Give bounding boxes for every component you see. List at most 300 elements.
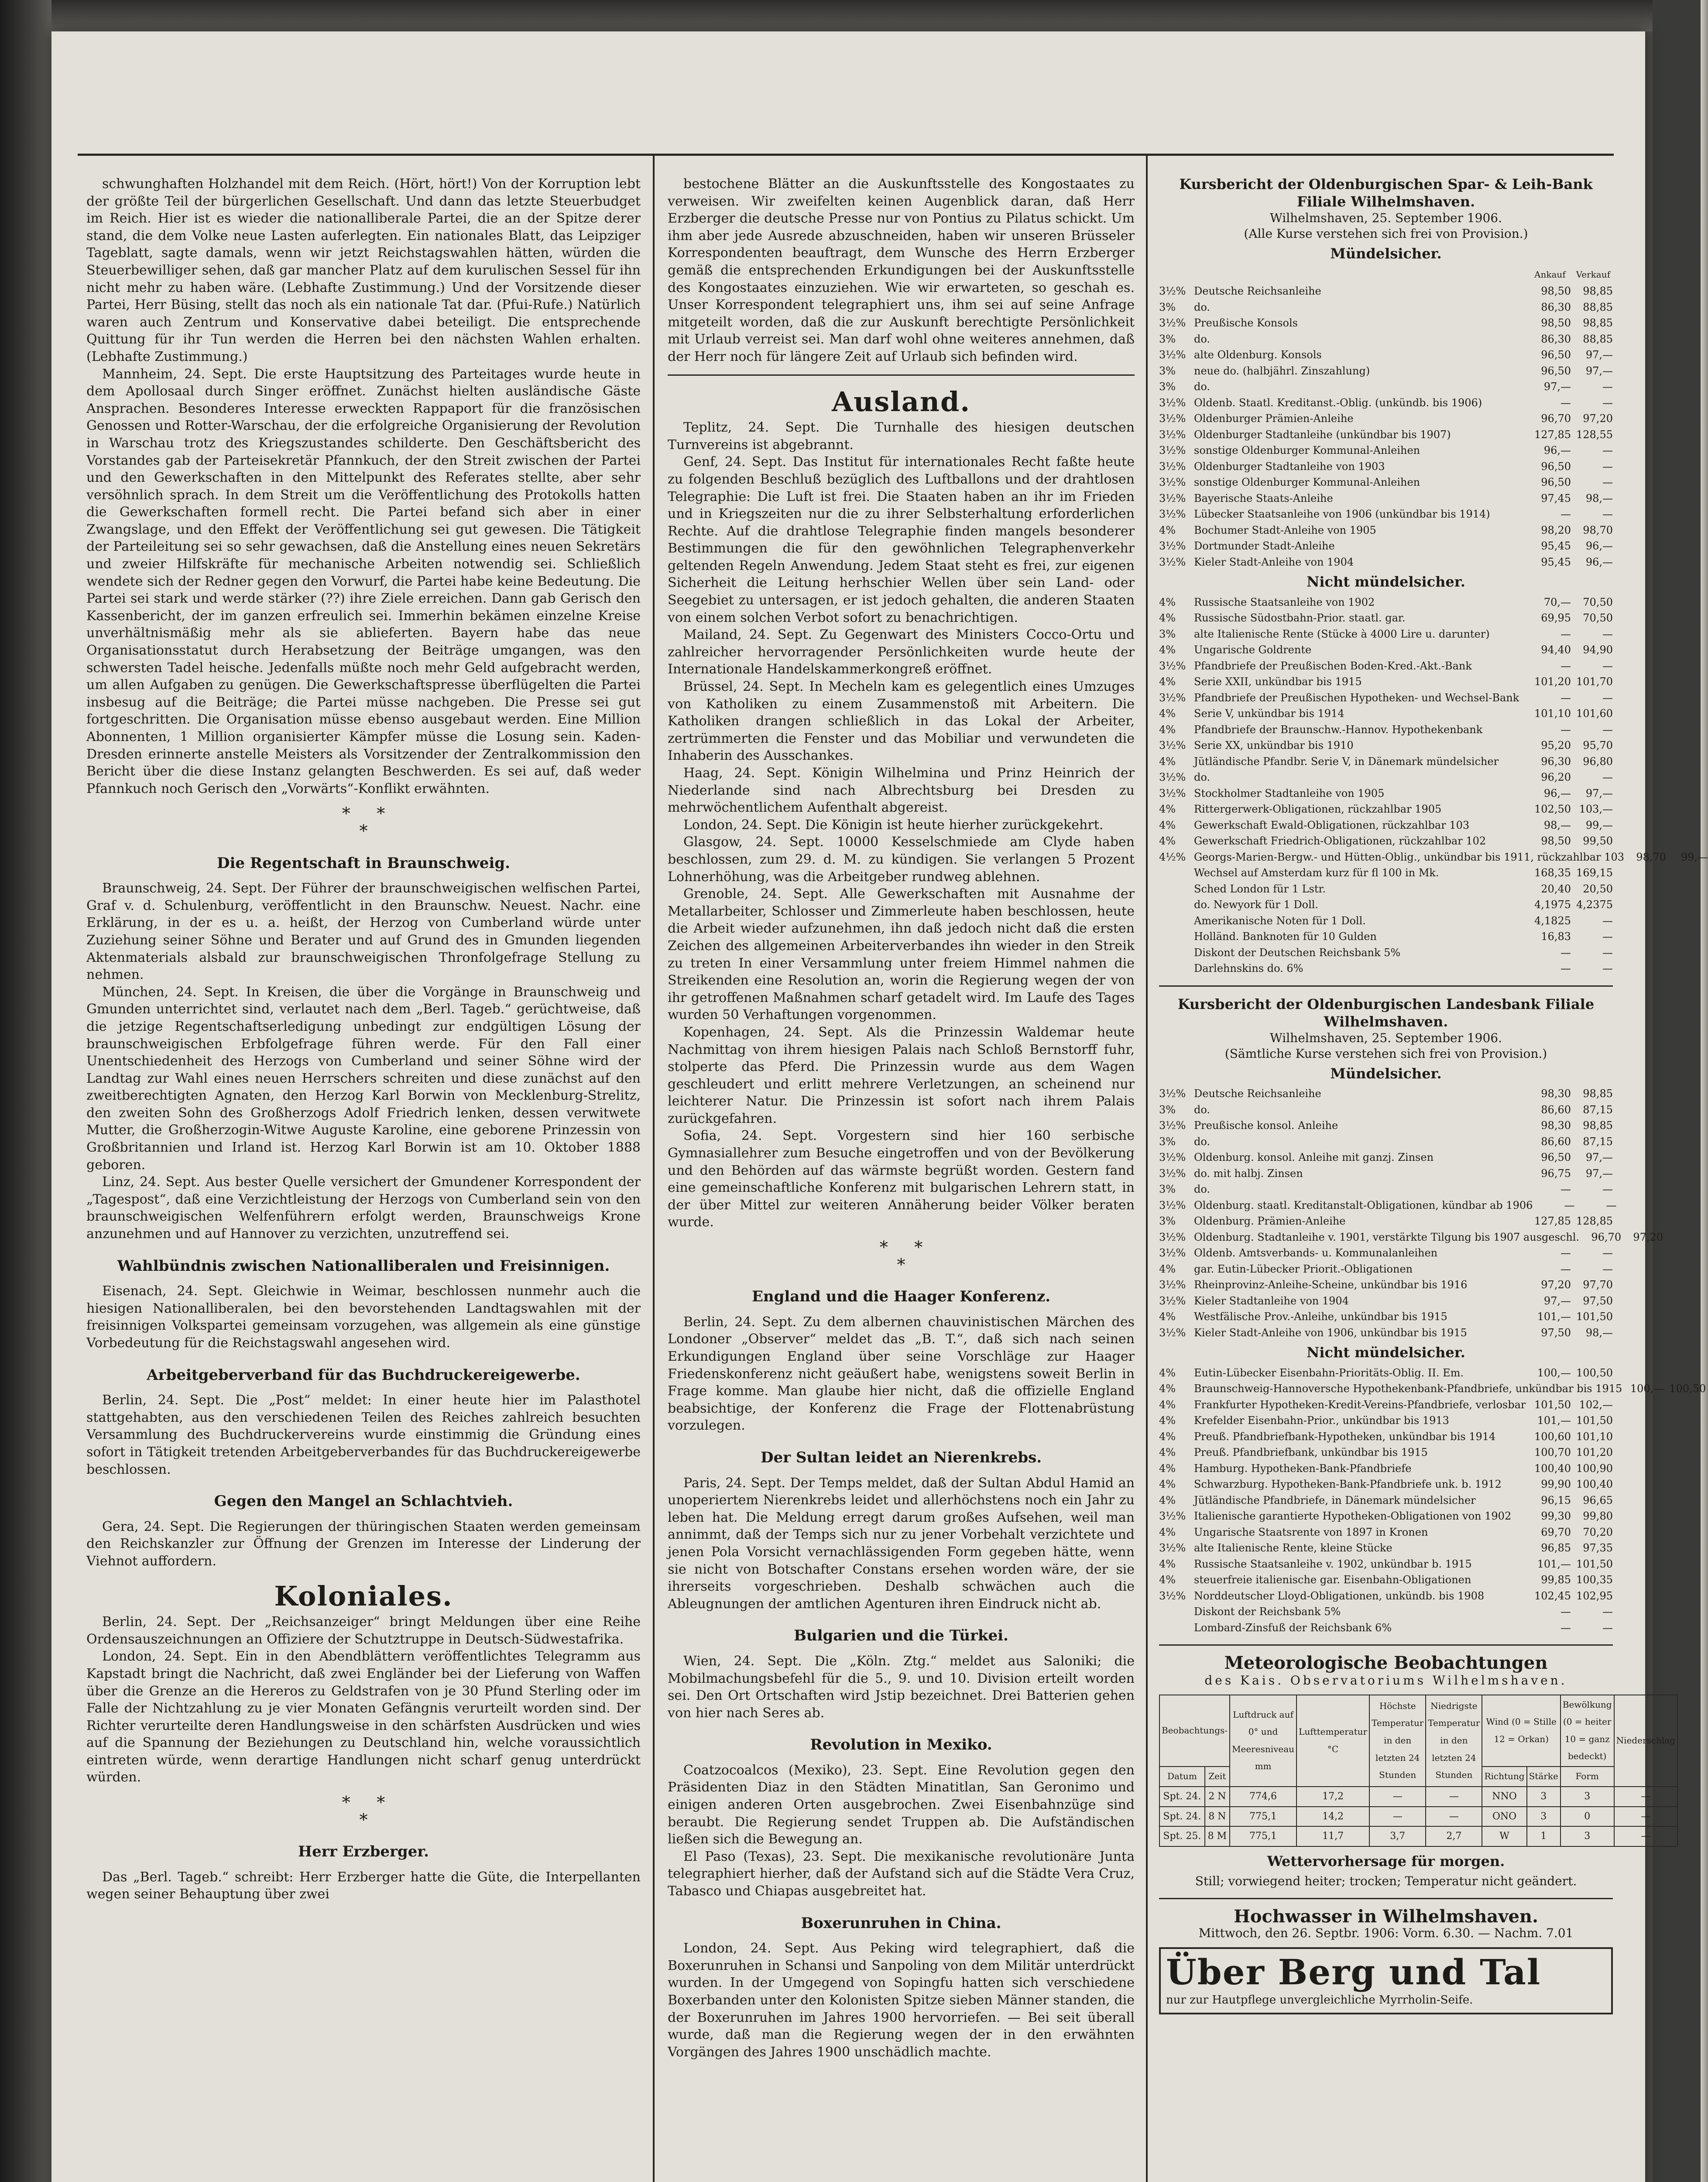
article-paragraph: Genf, 24. Sept. Das Institut für internationales Recht faßte heute zu folgenden Beschluß bezüglich des Luftballons und der drahtlosen Telegraphie: Die Luft ist frei. Die Staaten haben an ihr im Frieden und in Kriegszeiten nur die zu ihrer Selbsterhaltung erforderlichen Rechte. Auf die drahtlose Telegraphie finden mangels besonderer Bestimmungen die für den gewöhnlichen Telegraphenverkehr geltenden Regeln Anwendung. Jedem Staat steht es frei, zur eigenen Sicherheit die Leitung herhschier Wellen über sein Land- oder Seegebiet zu untersagen, er ist jedoch gehalten, die anderen Staaten von einem solchen Verbot sofort zu benachrichtigen. [668, 454, 1135, 625]
kurs-v1: 101,— [1537, 1558, 1571, 1570]
kurs-v2: 96,— [1585, 556, 1613, 568]
kurs-row [1159, 299, 1613, 316]
kurs-name: Rittergerwerk-Obligationen, rückzahlbar 1905 [1194, 803, 1442, 816]
meteo-cell: 2 N [1205, 1787, 1230, 1807]
kurs-rate: 3½% [1159, 691, 1186, 704]
kurs-rate: 4% [1159, 596, 1176, 608]
kurs-v1: 97,50 [1541, 1326, 1571, 1339]
kurs-v2: — [1602, 771, 1613, 784]
kurs-row [1159, 331, 1613, 347]
kurs-v1: 4,1825 [1534, 914, 1571, 927]
separator-rule [1159, 1644, 1613, 1646]
kurs-row [1159, 1444, 1613, 1461]
kurs-v2: — [1602, 381, 1613, 393]
kurs-row [1159, 1277, 1613, 1293]
page-right-edge [1701, 0, 1708, 2182]
kurs-row [1159, 913, 1613, 929]
article-paragraph: Brüssel, 24. Sept. In Mecheln kam es gelegentlich eines Umzuges von Katholiken zu einem Zusammenstoß mit Arbeitern. Die Katholiken drangen schließlich in das Lokal der Arbeiter, zertrümmerten die Fenster und das Mobiliar und verwundeten die Inhaberin des Ausschankes. [668, 679, 1135, 764]
kurs-name: Holländ. Banknoten für 10 Gulden [1194, 930, 1377, 943]
kurs-name: Bayerische Staats-Anleihe [1194, 492, 1333, 504]
kurs-v1: 98,50 [1541, 285, 1571, 298]
kurs-v2: 70,20 [1583, 1526, 1613, 1538]
kurs-v1: 168,35 [1534, 867, 1571, 879]
kurs-rate [1159, 945, 1194, 961]
column-rule-2 [1146, 156, 1148, 2182]
kurs-v2: 96,65 [1583, 1494, 1613, 1506]
kurs-v1: — [1561, 628, 1571, 640]
kurs-v1: 97,20 [1541, 1279, 1571, 1291]
kurs-row [1159, 1245, 1613, 1261]
meteo-cell: 3,7 [1369, 1826, 1426, 1846]
article-paragraph: Eisenach, 24. Sept. Gleichwie in Weimar, beschlossen nunmehr auch die hiesigen Nationalliberalen, bei den bevorstehenden Landtagswahlen mit der freisinnigen Volkspartei gemeinsam vorzugehen, was allgemein als eine günstige Vorbedeutung für die Reichstagswahl angesehen wird. [86, 1283, 641, 1351]
kurs-name: neue do. (halbjährl. Zinszahlung) [1194, 364, 1370, 377]
kurs-row [1159, 690, 1613, 706]
kurs-row [1159, 347, 1613, 363]
kurs-v2: — [1606, 1199, 1617, 1211]
kurs-v2: 100,50 [1576, 1366, 1613, 1379]
kurs-row [1159, 283, 1613, 299]
kurs-name: Serie XXII, unkündbar bis 1915 [1194, 676, 1362, 688]
kurs-v1: — [1561, 946, 1571, 959]
kurs-name: Krefelder Eisenbahn-Prior., unkündbar bis 1913 [1194, 1414, 1449, 1427]
meteo-cell: 17,2 [1296, 1787, 1369, 1807]
kurs-row [1159, 1540, 1613, 1556]
kurs-rate: 3½% [1159, 1151, 1186, 1164]
kurs-v1: 98,— [1543, 819, 1571, 831]
kurs-v2: 98,— [1585, 1326, 1613, 1339]
column-3 [1159, 175, 1708, 2182]
kurs-v1: — [1561, 691, 1571, 704]
kurs-rate: 4% [1159, 1311, 1176, 1323]
kurs-v1: 99,30 [1541, 1510, 1571, 1523]
kurs-rate: 4% [1159, 1574, 1176, 1586]
kurs-name: Oldenburger Prämien-Anleihe [1194, 412, 1354, 425]
kurs-rate: 3% [1159, 1135, 1176, 1148]
kurs-rate: 4% [1159, 1398, 1176, 1411]
kurs-row [1159, 706, 1613, 722]
kurs-v2: — [1602, 723, 1613, 736]
kurs-v1: 98,20 [1541, 524, 1571, 536]
newspaper-page [51, 31, 1708, 2182]
kurs-rate: 4% [1159, 524, 1176, 536]
kurs-rate: 4% [1159, 1414, 1176, 1427]
kurs-v1: 98,30 [1541, 1119, 1571, 1132]
kurs-v1: 96,85 [1541, 1542, 1571, 1554]
kurs-row [1159, 833, 1613, 849]
kurs-name: Sched London für 1 Lstr. [1194, 882, 1326, 895]
scan-top-edge [51, 0, 1653, 31]
kurs-v1: 101,— [1537, 1311, 1571, 1323]
kurs-name: do. [1194, 1135, 1211, 1148]
kurs-v1: 96,— [1543, 444, 1571, 457]
kurs-v2: 97,— [1585, 1167, 1613, 1180]
kurs-row [1159, 1397, 1613, 1413]
meteo-cell: 11,7 [1296, 1826, 1369, 1846]
kurs-row [1159, 738, 1613, 754]
kurs-v2: 97,35 [1583, 1542, 1613, 1554]
kurs-v2: — [1602, 930, 1613, 943]
kurs-name: alte Italienische Rente (Stücke à 4000 Lire u. darunter) [1194, 628, 1490, 640]
kurs-name: Pfandbriefe der Braunschw.-Hannov. Hypothekenbank [1194, 723, 1483, 736]
kurs-v2: 97,— [1585, 787, 1613, 799]
kurs-name: Hamburg. Hypotheken-Bank-Pfandbriefe [1194, 1462, 1412, 1475]
column-1 [86, 175, 641, 2182]
kurs-v1: 69,95 [1541, 612, 1571, 624]
kurs-v2: — [1602, 1247, 1613, 1259]
meteo-header: Bewölkung (0 = heiter 10 = ganz bedeckt) [1561, 1695, 1614, 1767]
kurs-v2: 98,70 [1583, 524, 1613, 536]
kurs-row [1159, 849, 1708, 865]
kurs-row [1159, 1134, 1613, 1150]
article-paragraph: Coatzocoalcos (Mexiko), 23. Sept. Eine Revolution gegen den Präsidenten Diaz in den Städten Minatitlan, San Geronimo und einigen anderen Orten ausgebrochen. Zwei Eisenbahnzüge sind beraubt. Die Regierung sendet Truppen ab. Die Aufständischen ließen sich die Bewegung an. [668, 1762, 1135, 1847]
kurs-name: sonstige Oldenburger Kommunal-Anleihen [1194, 476, 1420, 489]
kurs-v1: 97,— [1543, 1294, 1571, 1307]
kurs-row [1159, 1508, 1613, 1524]
kurs-v1: 96,— [1543, 787, 1571, 799]
article-paragraph: Braunschweig, 24. Sept. Der Führer der braunschweigischen welfischen Partei, Graf v. d. Schulenburg, veröffentlicht in den Braunschw. Neuest. Nachr. eine Erklärung, in der es u. a. heißt, der Herzog von Cumberland würde unter Zuziehung seiner Söhne und Berater und auf Grund des in Gmunden liegenden Aktenmaterials alsbald zur braunschweigischen Thronfolgefrage Stellung zu nehmen. [86, 881, 641, 983]
kurs-v1: — [1561, 396, 1571, 409]
meteo-cell: — [1369, 1807, 1426, 1827]
kurs-rate: 4% [1159, 1558, 1176, 1570]
kurs-v1: 70,— [1543, 596, 1571, 608]
kurs-rate: 4% [1159, 644, 1176, 656]
kurs-name: Deutsche Reichsanleihe [1194, 1088, 1321, 1100]
kurs-v2: — [1602, 962, 1613, 975]
kurs-name: Serie V, unkündbar bis 1914 [1194, 707, 1344, 720]
meteo-body [1159, 1787, 1677, 1846]
header-rule [78, 154, 1614, 156]
meteo-cell: 3 [1527, 1807, 1561, 1827]
kurs-row [1159, 1325, 1613, 1341]
kurs-rate: 3% [1159, 301, 1176, 313]
kurs-row [1159, 522, 1613, 539]
kurs-row [1159, 881, 1613, 897]
kurs-v2: 99,— [1585, 819, 1613, 831]
meteo-cell: W [1482, 1826, 1526, 1846]
meteo-title: Meteorologische Beobachtungen [1224, 1653, 1548, 1674]
kurs-name: Preußische konsol. Anleihe [1194, 1119, 1338, 1132]
kurs-rate: 4% [1159, 835, 1176, 847]
article-paragraph: Sofia, 24. Sept. Vorgestern sind hier 160 serbische Gymnasiallehrer zum Besuche eingetroffen und von der Bevölkerung und den Behörden auf das wärmste begrüßt worden. Gestern fand eine gemeinschaftliche Konferenz mit bulgarischen Lehrern statt, in der über Mittel zur weiteren Annäherung beider Völker beraten wurde. [668, 1128, 1135, 1230]
kurs-rate [1159, 1604, 1194, 1620]
kurs-name: Lübecker Staatsanleihe von 1906 (unkündbar bis 1914) [1194, 508, 1490, 521]
kurs-rate: 4% [1159, 819, 1176, 831]
kurs-name: Russische Staatsanleihe von 1902 [1194, 596, 1375, 608]
kurs-row [1159, 1102, 1613, 1118]
kurs-name: Schwarzburg. Hypotheken-Bank-Pfandbriefe unk. b. 1912 [1194, 1478, 1502, 1491]
section-heading: Gegen den Mangel an Schlachtvieh. [214, 1492, 513, 1510]
kurs-v1: — [1561, 1183, 1571, 1196]
kurs-row [1159, 1556, 1613, 1572]
section-heading: Wahlbündnis zwischen Nationalliberalen und Freisinnigen. [117, 1257, 610, 1275]
kurs-name: do. [1194, 1183, 1211, 1196]
kurs-row [1159, 945, 1613, 961]
kurs-v2: 98,85 [1583, 1119, 1613, 1132]
kurs-v1: 102,45 [1534, 1589, 1571, 1602]
section-heading: Boxerunruhen in China. [801, 1914, 1001, 1932]
kursbericht-section: Nicht mündelsicher. [1307, 573, 1465, 590]
article-paragraph: Haag, 24. Sept. Königin Wilhelmina und Prinz Heinrich der Niederlande sind nach Albrechtsburg bei Dresden zu mehrwöchentlichem Aufenthalt abgereist. [668, 765, 1135, 816]
kurs-name: do. [1194, 333, 1211, 345]
kurs-v2: 101,20 [1576, 1446, 1613, 1459]
kurs-v2: 101,50 [1576, 1558, 1613, 1570]
meteo-header: Stärke [1527, 1767, 1561, 1787]
kurs-v2: 100,35 [1576, 1574, 1613, 1586]
kurs-rate: 3½% [1159, 412, 1186, 425]
kurs-rate [1159, 913, 1194, 929]
kurs-rate: 3% [1159, 1183, 1176, 1196]
meteo-cell: — [1426, 1807, 1482, 1827]
kurs-row [1159, 443, 1613, 459]
kurs-rate: 3% [1159, 1215, 1176, 1228]
kurs-v2: 97,70 [1583, 1279, 1613, 1291]
kurs-rate: 3½% [1159, 460, 1186, 473]
kurs-rate [1159, 1620, 1194, 1636]
meteo-cell: 3 [1561, 1787, 1614, 1807]
meteo-header: Richtung [1482, 1767, 1526, 1787]
kurs-rate: 4% [1159, 612, 1176, 624]
kurs-row [1159, 363, 1613, 379]
separator-stars: * * * [342, 1793, 385, 1829]
kurs-v1: 99,90 [1541, 1478, 1571, 1491]
kurs-v2: 102,— [1579, 1398, 1613, 1411]
kurs-v2: 99,80 [1583, 1510, 1613, 1523]
article-paragraph: London, 24. Sept. Ein in den Abendblättern veröffentlichtes Telegramm aus Kapstadt bringt die Nachricht, daß zwei Engländer bei der Lieferung von Waffen über die Grenze an die Hereros zu Geldstrafen von je 30 Pfund Sterling oder im Falle der Nichtzahlung zu je vier Monaten Gefängnis verurteilt worden sind. Der Richter verurteilte deren Handlungsweise in den schärfsten Ausdrücken und wies auf die Spannung der Beziehungen zu Deutschland hin, welche voraussichtlich eintreten würde, wenn derartige Handlungen nicht scharf genug unterdrückt würden. [86, 1649, 641, 1785]
kurs-v1: 100,60 [1534, 1430, 1571, 1443]
kurs-v2: 95,70 [1583, 739, 1613, 752]
meteo-header: Luftdruck auf 0° und Meeresniveau mm [1230, 1695, 1296, 1787]
meteo-cell: 8 M [1205, 1826, 1230, 1846]
kurs-v2: 20,50 [1583, 882, 1613, 895]
kurs-row [1159, 1086, 1613, 1102]
kursbericht-title: Kursbericht der Oldenburgischen Landesbank Filiale Wilhelmshaven. [1177, 995, 1595, 1030]
kurs-rate: 3½% [1159, 787, 1186, 799]
kursbericht-table [1159, 283, 1613, 570]
article-paragraph: München, 24. Sept. In Kreisen, die über die Vorgänge in Braunschweig und Gmunden unterrichtet sind, verlautet nach dem „Berl. Tageb.“ gerüchtweise, daß die jetzige Regentschaftserledigung unbedingt zur endgültigen Lösung der braunschweigischen Erbfolgefrage führen werde. Für den Fall einer Unentschiedenheit des Herzogs von Cumberland und seiner Söhne wird der Landtag zur Wahl eines neuen Herrschers schreiten und diese zunächst auf den zweitberechtigten Agnaten, den Herzog Karl Borwin von Mecklenburg-Strelitz, den zweiten Sohn des Großherzogs Adolf Friedrich lenken, dessen verwitwete Mutter, die Großherzogin-Witwe Auguste Karoline, eine geborene Prinzessin von Großbritannien und Irland ist. Herzog Karl Borwin ist am 10. Oktober 1888 geboren. [86, 984, 641, 1173]
kurs-name: Darlehnskins do. 6% [1194, 962, 1303, 975]
kurs-rate [1159, 961, 1194, 977]
kurs-rate [1159, 897, 1194, 913]
meteo-cell: 775,1 [1230, 1807, 1296, 1827]
kurs-row [1159, 1118, 1613, 1134]
kurs-name: steuerfreie italienische gar. Eisenbahn-Obligationen [1194, 1574, 1471, 1586]
kurs-row [1159, 1309, 1613, 1325]
kurs-v1: 127,85 [1534, 1215, 1571, 1228]
kurs-name: Gewerkschaft Friedrich-Obligationen, rückzahlbar 102 [1194, 835, 1486, 847]
kurs-name: Westfälische Prov.-Anleihe, unkündbar bis 1915 [1194, 1311, 1447, 1323]
kurs-row [1159, 786, 1613, 802]
kurs-v1: 98,50 [1541, 835, 1571, 847]
meteo-cell: NNO [1482, 1787, 1526, 1807]
kurs-row [1159, 1588, 1613, 1604]
meteo-cell: Spt. 24. [1159, 1807, 1205, 1827]
kurs-v2: 98,85 [1583, 1088, 1613, 1100]
kurs-name: Braunschweig-Hannoversche Hypothekenbank-Pfandbriefe, unkündbar bis 1915 [1194, 1383, 1622, 1395]
kurs-v1: — [1561, 723, 1571, 736]
kurs-v2: 101,60 [1576, 707, 1613, 720]
kurs-row [1159, 674, 1613, 690]
kurs-rate: 3½% [1159, 1088, 1186, 1100]
kurs-v2: — [1602, 914, 1613, 927]
kurs-v1: 101,50 [1534, 1398, 1571, 1411]
kurs-row [1159, 491, 1613, 507]
kurs-v2: 97,50 [1583, 1294, 1613, 1307]
kurs-rate: 3½% [1159, 1247, 1186, 1259]
kurs-v2: — [1602, 1183, 1613, 1196]
kurs-row [1159, 929, 1613, 945]
kurs-v2: — [1602, 1621, 1613, 1634]
kurs-row [1159, 554, 1613, 570]
kurs-v1: 101,10 [1534, 707, 1571, 720]
section-heading: Die Regentschaft in Braunschweig. [217, 854, 510, 872]
article-paragraph: schwunghaften Holzhandel mit dem Reich. (Hört, hört!) Von der Korruption lebt der größte Teil der bürgerlichen Gesellschaft. Und dann das letzte Steuerbudget im Reich. Hier ist es wieder die nationalliberale Partei, die an der Spitze derer stand, die dem Volke neue Lasten auferlegten. Ein nationales Blatt, das Leipziger Tageblatt, sagte damals, wenn wir jetzt Reichstagswahlen hätten, würden die Steuerbewilliger sehen, daß gar mancher Platz auf dem kurulischen Sessel für ihn nicht mehr zu haben wäre. (Lebhafte Zustimmung.) Und der Vorsitzende dieser Partei, Herr Büsing, stellt das noch als ein nationale Tat dar. (Pfui-Rufe.) Natürlich waren auch Zentrum und Konservative dabei beteiligt. Die entsprechende Quittung für ihr Tun werden die Herren bei den nächsten Wahlen erhalten. (Lebhafte Zustimmung.) [86, 176, 641, 364]
kurs-rate: 4% [1159, 1462, 1176, 1475]
kurs-row [1159, 1461, 1613, 1477]
kursbericht-table [1159, 865, 1613, 977]
kurs-rate: 3% [1159, 1103, 1176, 1116]
kurs-v2: — [1602, 659, 1613, 672]
kurs-row [1159, 379, 1613, 395]
kurs-v2: 128,55 [1576, 428, 1613, 441]
kurs-rate: 3½% [1159, 1326, 1186, 1339]
article-paragraph: Berlin, 24. Sept. Der „Reichsanzeiger“ bringt Meldungen über eine Reihe Ordensauszeichnungen an Offiziere der Schutztruppe in Deutsch-Südwestafrika. [86, 1614, 641, 1647]
kursbericht-section: Mündelsicher. [1330, 245, 1442, 262]
kurs-row [1159, 594, 1613, 611]
kurs-v1: 69,70 [1541, 1526, 1571, 1538]
advertisement [1159, 1947, 1613, 2014]
kurs-v2: 96,— [1585, 540, 1613, 552]
kurs-rate: 4½% [1159, 851, 1186, 863]
kurs-row [1159, 1381, 1706, 1397]
kurs-rate: 3½% [1159, 1294, 1186, 1307]
section-heading: Bulgarien und die Türkei. [794, 1627, 1008, 1645]
kurs-v1: 95,20 [1541, 739, 1571, 752]
kurs-rate: 4% [1159, 1366, 1176, 1379]
kurs-rate: 3½% [1159, 1199, 1186, 1211]
article-paragraph: Wien, 24. Sept. Die „Köln. Ztg.“ meldet aus Saloniki; die Mobilmachungsbefehl für die 5., 9. und 10. Division erteilt worden sei. Den Ort Ortschaften wird Jstip bezeichnet. Drei Batterien gehen von hier nach Seres ab. [668, 1653, 1135, 1721]
kursbericht-note: (Alle Kurse verstehen sich frei von Provision.) [1244, 226, 1528, 241]
meteo-table [1159, 1695, 1678, 1847]
kurs-v1: — [1561, 1606, 1571, 1618]
separator-stars: * * * [879, 1238, 923, 1274]
section-heading: England und die Haager Konferenz. [751, 1288, 1051, 1306]
section-heading: Arbeitgeberverband für das Buchdruckereigewerbe. [147, 1366, 580, 1384]
kurs-v2: — [1602, 628, 1613, 640]
kurs-v2: 99,— [1681, 851, 1708, 863]
kurs-v1: 99,85 [1541, 1574, 1571, 1586]
article-paragraph: London, 24. Sept. Die Königin ist heute hierher zurückgekehrt. [683, 817, 1104, 833]
kurs-v2: — [1602, 1263, 1613, 1275]
kurs-rate: 3½% [1159, 771, 1186, 784]
wetter-text: Still; vorwiegend heiter; trocken; Temperatur nicht geändert. [1195, 1874, 1577, 1889]
wetter-title: Wettervorhersage für morgen. [1267, 1853, 1505, 1870]
meteo-cell: 0 [1561, 1807, 1614, 1827]
kurs-row [1159, 1166, 1613, 1182]
meteo-header: Datum [1159, 1767, 1205, 1787]
meteo-cell: 14,2 [1296, 1807, 1369, 1827]
kursbericht-date: Wilhelmshaven, 25. September 1906. [1269, 211, 1502, 225]
kurs-rate: 4% [1159, 676, 1176, 688]
kurs-rate: 4% [1159, 1446, 1176, 1459]
kursbericht-table [1159, 1365, 1706, 1636]
kurs-v2: — [1602, 946, 1613, 959]
kurs-v1: 98,30 [1541, 1088, 1571, 1100]
article-paragraph: Gera, 24. Sept. Die Regierungen der thüringischen Staaten werden gemeinsam den Reichskanzler zur Öffnung der Grenzen im Interesse der Linderung der Viehnot auffordern. [86, 1519, 641, 1569]
meteo-cell: 1 [1527, 1826, 1561, 1846]
kurs-name: alte Italienische Rente, kleine Stücke [1194, 1542, 1392, 1554]
kurs-v1: 96,70 [1541, 412, 1571, 425]
kurs-v2: 98,85 [1583, 317, 1613, 329]
kurs-v1: 102,50 [1534, 803, 1571, 816]
kurs-v1: — [1561, 962, 1571, 975]
meteo-cell: 3 [1527, 1787, 1561, 1807]
kurs-rate: 3½% [1159, 1510, 1186, 1523]
kurs-row [1159, 474, 1613, 491]
kurs-name: Jütländische Pfandbr. Serie V, in Dänemark mündelsicher [1194, 755, 1499, 768]
kurs-row [1159, 1429, 1613, 1445]
kurs-name: Kieler Stadt-Anleihe von 1904 [1194, 556, 1354, 568]
meteo-cell: Spt. 24. [1159, 1787, 1205, 1807]
kurs-v2: 70,50 [1583, 612, 1613, 624]
kurs-rate: 3½% [1159, 1231, 1186, 1243]
kurs-name: Georgs-Marien-Bergw.- und Hütten-Oblig., unkündbar bis 1911, rückzahlbar 103 [1194, 851, 1625, 863]
kurs-name: Preuß. Pfandbriefbank, unkündbar bis 1915 [1194, 1446, 1428, 1459]
kurs-v1: 101,— [1537, 1414, 1571, 1427]
kurs-v2: 97,20 [1583, 412, 1613, 425]
kurs-name: Oldenb. Amtsverbands- u. Kommunalanleihen [1194, 1247, 1438, 1259]
section-title: Ausland. [832, 385, 971, 418]
kurs-v2: 88,85 [1583, 333, 1613, 345]
kurs-row [1159, 1229, 1663, 1245]
kurs-v1: 96,50 [1541, 460, 1571, 473]
kurs-name: Oldenburg. staatl. Kreditanstalt-Obligationen, kündbar ab 1906 [1194, 1199, 1533, 1211]
kurs-v1: 20,40 [1541, 882, 1571, 895]
kurs-row [1159, 1197, 1617, 1214]
kurs-v1: — [1561, 1621, 1571, 1634]
kurs-row [1159, 865, 1613, 881]
article-paragraph: Berlin, 24. Sept. Die „Post“ meldet: In einer heute hier im Palasthotel stattgehabten, aus den verschiedenen Teilen des Reiches zahlreich besuchten Versammlung des Buchdruckervereins wurde einstimmig die Gründung eines sofort in Tätigkeit tretenden Arbeitgeberverbandes für das Buchdruckereigewerbe beschlossen. [86, 1393, 641, 1477]
kurs-v1: 96,30 [1541, 755, 1571, 768]
meteo-cell: 2,7 [1426, 1826, 1482, 1846]
kurs-name: Russische Staatsanleihe v. 1902, unkündbar b. 1915 [1194, 1558, 1472, 1570]
kurs-name: Diskont der Deutschen Reichsbank 5% [1194, 946, 1401, 959]
article-paragraph: Berlin, 24. Sept. Zu dem albernen chauvinistischen Märchen des Londoner „Observer“ meldet das „B. T.“, daß sich nach seinen Erkundigungen England über seine Vorschläge zur Haager Friedenskonferenz nicht geäußert habe, wenigstens soweit Berlin in Frage komme. Man glaube hier nicht, daß die offizielle England beabsichtige, der Konferenz die Frage der Flottenabrüstung vorzulegen. [668, 1314, 1135, 1434]
kurs-name: Frankfurter Hypotheken-Kredit-Vereins-Pfandbriefe, verlosbar [1194, 1398, 1526, 1411]
kurs-name: Diskont der Reichsbank 5% [1194, 1606, 1341, 1618]
kurs-v2: — [1602, 691, 1613, 704]
meteo-header: Zeit [1205, 1767, 1230, 1787]
kurs-row [1159, 411, 1613, 427]
kurs-name: Oldenb. Staatl. Kreditanst.-Oblig. (unkündb. bis 1906) [1194, 396, 1482, 409]
kurs-v2: 97,— [1585, 349, 1613, 361]
section-title: Koloniales. [274, 1580, 453, 1612]
kurs-rate: 3½% [1159, 540, 1186, 552]
kurs-v2: 97,— [1585, 1151, 1613, 1164]
kurs-v1: 95,45 [1541, 540, 1571, 552]
kurs-row [1159, 961, 1613, 977]
book-spine [0, 0, 51, 2182]
kurs-rate: 3½% [1159, 492, 1186, 504]
kurs-v2: — [1602, 460, 1613, 473]
kurs-name: Ungarische Staatsrente von 1897 in Kronen [1194, 1526, 1428, 1538]
kurs-v2: 100,40 [1576, 1478, 1613, 1491]
kurs-name: Deutsche Reichsanleihe [1194, 285, 1321, 298]
kurs-name: Jütländische Pfandbriefe, in Dänemark mündelsicher [1194, 1494, 1476, 1506]
kurs-v2: 88,85 [1583, 301, 1613, 313]
kurs-rate: 3% [1159, 381, 1176, 393]
kurs-row [1159, 1620, 1613, 1636]
kurs-rate: 3½% [1159, 428, 1186, 441]
